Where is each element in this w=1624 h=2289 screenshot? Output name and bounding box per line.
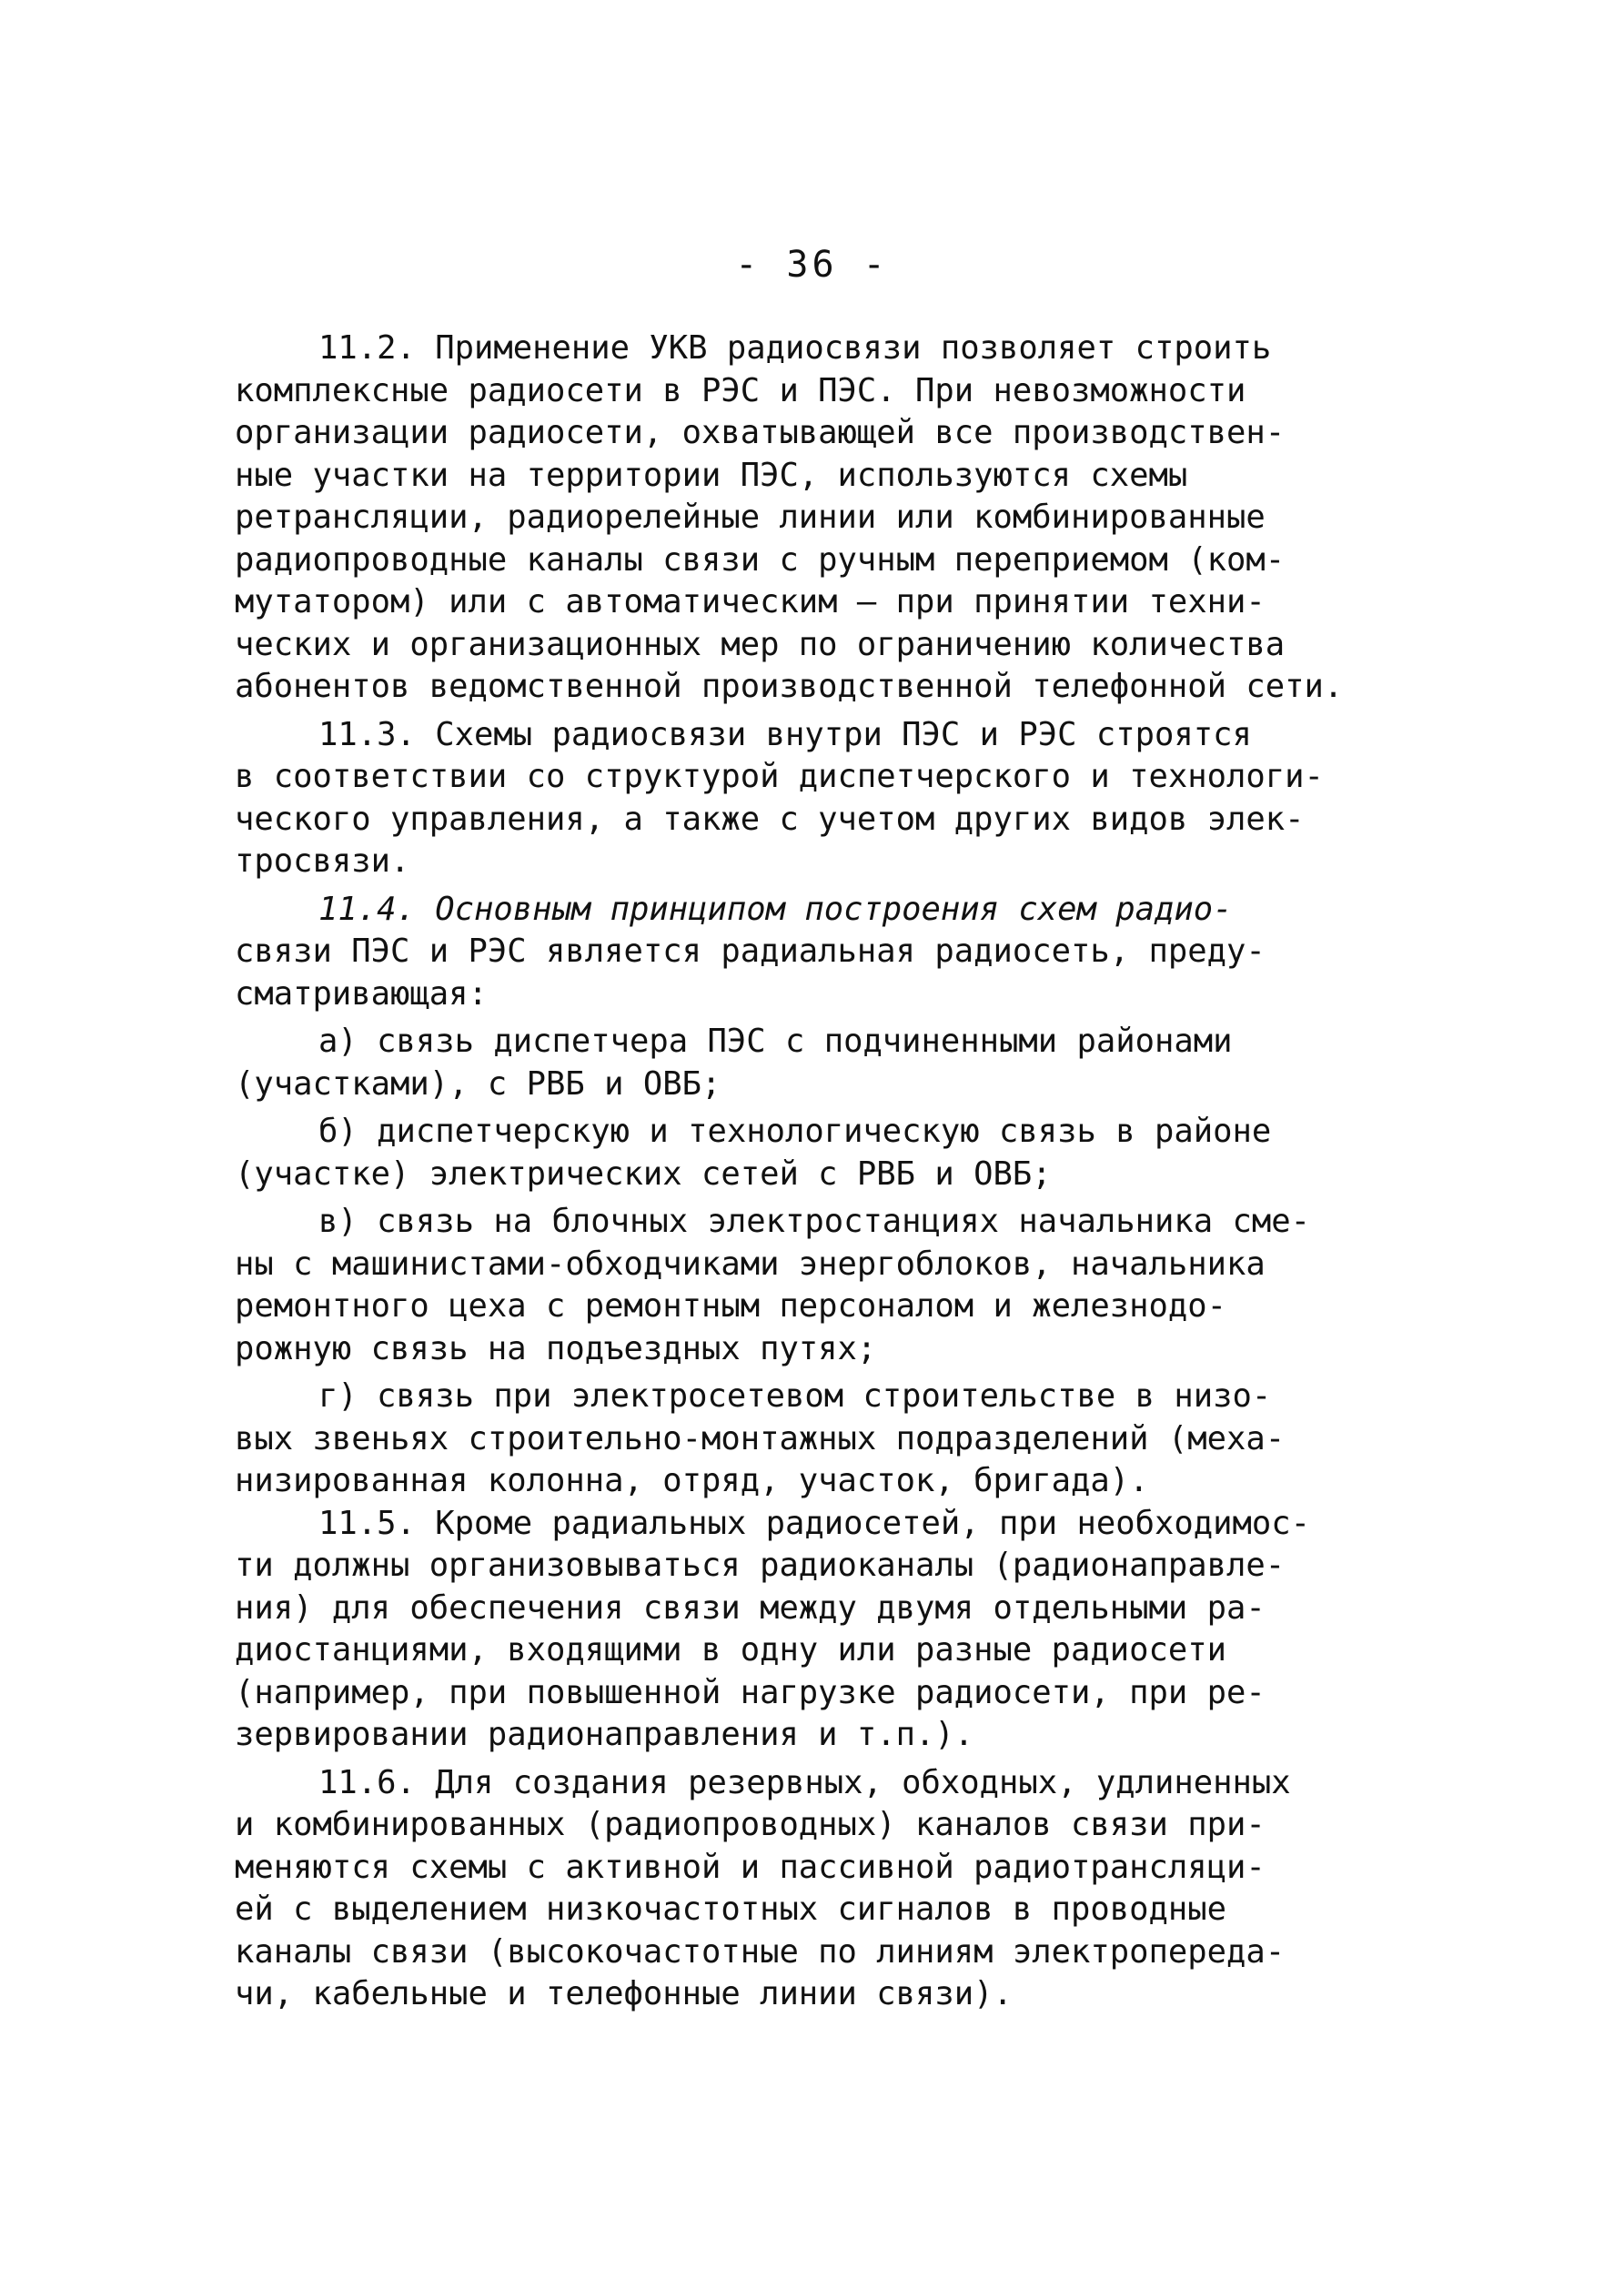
paragraph-11-6-line: меняются схемы с активной и пассивной радиотрансляци- (235, 1848, 1266, 1886)
list-item-a-line: (участками), с РВБ и ОВБ; (235, 1064, 721, 1103)
paragraph-11-3-line: тросвязи. (235, 842, 410, 880)
paragraph-11-6-line: и комбинированных (радиопроводных) каналов связи при- (235, 1806, 1266, 1843)
list-item-b-line: (участке) электрических сетей с РВБ и ОВБ; (235, 1155, 1052, 1193)
document-body (235, 328, 1363, 2016)
paragraph-11-6-line: 11.6. Для создания резервных, обходных, удлиненных (318, 1763, 1291, 1801)
paragraph-11-5-line: ния) для обеспечения связи между двумя отдельными ра- (235, 1588, 1266, 1627)
paragraph-11-2-line: абонентов ведомственной производственной телефонной сети. (235, 668, 1344, 705)
list-item-g-line: г) связь при электросетевом строительстве в низо- (318, 1377, 1272, 1415)
paragraph-11-6-line: ей с выделением низкочастотных сигналов в проводные (235, 1891, 1227, 1928)
paragraph-11-2-line: 11.2. Применение УКВ радиосвязи позволяет строить (318, 329, 1272, 367)
list-item-v-line: ны с машинистами-обходчиками энергоблоков, начальника (235, 1245, 1266, 1283)
paragraph-11-6-line: каналы связи (высокочастотные по линиям электропереда- (235, 1932, 1286, 1971)
paragraph-11-3-line: ческого управления, а также с учетом других видов элек- (235, 800, 1305, 838)
paragraph-11-6-line: чи, кабельные и телефонные линии связи). (235, 1975, 1013, 2012)
paragraph-11-2-line: организации радиосети, охватывающей все производствен- (235, 414, 1286, 451)
paragraph-11-5-line: зервировании радионаправления и т.п.). (235, 1716, 974, 1753)
paragraph-11-4-line: 11.4. Основным принципом построения схем радио- (318, 890, 1233, 928)
list-item-a-line: а) связь диспетчера ПЭС с подчиненными районами (318, 1023, 1233, 1060)
list-item-b-line: б) диспетчерскую и технологическую связь в районе (318, 1113, 1272, 1150)
page-number: - 36 - (735, 244, 889, 286)
paragraph-11-3-line: 11.3. Схемы радиосвязи внутри ПЭС и РЭС строятся (318, 715, 1252, 753)
list-item-v-line: рожную связь на подъездных путях; (235, 1329, 877, 1367)
paragraph-11-2-line: ческих и организационных мер по ограничению количества (235, 625, 1286, 663)
paragraph-11-5-line: ти должны организовываться радиоканалы (радионаправле- (235, 1547, 1286, 1584)
paragraph-11-5-line: (например, при повышенной нагрузке радиосети, при ре- (235, 1673, 1266, 1711)
paragraph-11-5-line: диостанциями, входящими в одну или разные радиосети (235, 1631, 1227, 1669)
paragraph-11-4-line: связи ПЭС и РЭС является радиальная радиосеть, преду- (235, 933, 1266, 970)
paragraph-11-2-line: ретрансляции, радиорелейные линии или комбинированные (235, 499, 1266, 536)
paragraph-11-3-line: в соответствии со структурой диспетчерского и технологи- (235, 758, 1324, 795)
list-item-g-line: вых звеньях строительно-монтажных подразделений (меха- (235, 1419, 1286, 1457)
paragraph-11-5-line: 11.5. Кроме радиальных радиосетей, при необходимос- (318, 1504, 1311, 1542)
paragraph-11-4-line: сматривающая: (235, 974, 488, 1013)
paragraph-11-2-line: радиопроводные каналы связи с ручным переприемом (ком- (235, 540, 1286, 579)
paragraph-11-2-line: комплексные радиосети в РЭС и ПЭС. При невозможности (235, 371, 1246, 409)
list-item-v-line: в) связь на блочных электростанциях начальника сме- (318, 1203, 1311, 1240)
paragraph-11-2-line: мутатором) или с автоматическим — при принятии техни- (235, 583, 1266, 620)
list-item-v-line: ремонтного цеха с ремонтным персоналом и железнодо- (235, 1287, 1227, 1325)
list-item-g-line: низированная колонна, отряд, участок, бригада). (235, 1462, 1149, 1499)
paragraph-11-2-line: ные участки на территории ПЭС, используются схемы (235, 456, 1188, 494)
